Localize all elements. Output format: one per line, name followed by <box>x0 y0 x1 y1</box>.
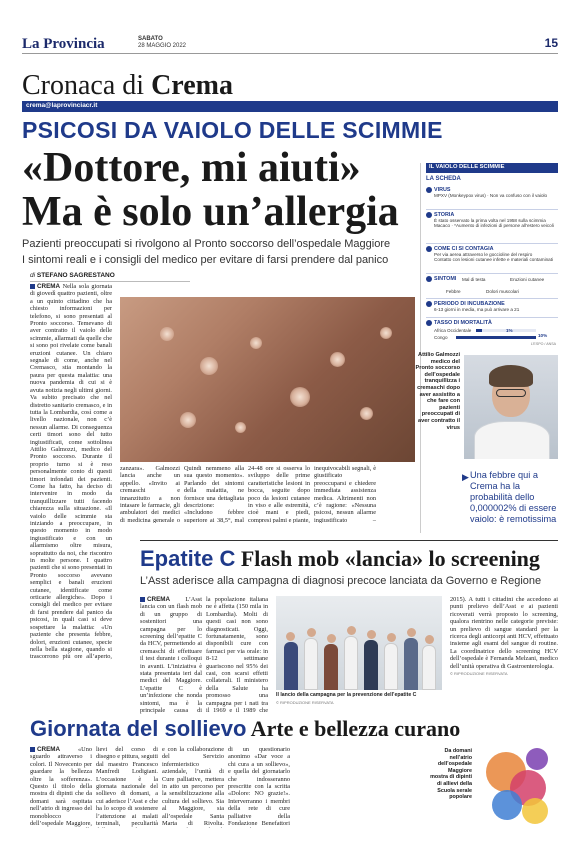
infobox-scheda: LA SCHEDA <box>426 176 461 182</box>
masthead <box>22 36 558 54</box>
sollievo-caption: Da domani nell’atrio dell’ospedale Maggiore mostra di dipinti di allievi della Scuola serale popolare <box>430 748 472 801</box>
lead-square-icon <box>30 284 35 289</box>
info-incubazione <box>426 301 558 312</box>
lesion-spot <box>235 422 246 433</box>
issue-date: 28 MAGGIO 2022 <box>138 43 187 49</box>
sollievo-title: Arte e bellezza curano <box>246 716 461 741</box>
info-mortalita-heading: TASSO DI MORTALITÀ <box>434 320 492 326</box>
byline <box>30 272 190 282</box>
info-virus <box>426 187 558 198</box>
epatite-title: Flash mob «lancia» lo screening <box>235 546 540 571</box>
epatite-headline <box>140 546 558 572</box>
person <box>324 644 338 690</box>
epatite-rule <box>140 540 558 541</box>
person <box>384 643 398 690</box>
info-contagio-heading: COME CI SI CONTAGIA <box>434 246 494 252</box>
byline-name: STEFANO SAGRESTANO <box>36 272 115 279</box>
infobox-title: IL VAIOLO DELLE SCIMMIE <box>429 164 505 170</box>
info-contagio <box>426 246 558 263</box>
info-divider <box>426 298 558 299</box>
lesion-spot <box>360 407 373 420</box>
info-contagio-text-1: Per via aerea attraverso le goccioline del respiro <box>434 252 533 257</box>
article-column-4: 24-48 ore si osserva lo sviluppo delle prime caratteristiche lesioni in bocca, seguite dopo poco da lesioni cutanee in viso e alle estremità, cioè mani e piedi, compresi palmi e piante, <box>248 465 310 523</box>
quote-arrow-icon: ▶ <box>462 472 469 482</box>
paint-blob <box>492 790 522 820</box>
article-column-1 <box>30 283 112 660</box>
sollievo-column-4: di un questionario anonimo «Dar voce a chi cura a un sollievo», e quella del giornatarlo che indosseranno prescritte con la scritta «Dolore: NO grazie!». Interverranno i membri della rete di cure palliative della Fondazione Benefattori <box>228 746 290 828</box>
column-divider <box>420 163 421 533</box>
section-title-light: Cronaca di <box>22 70 152 101</box>
epatite-subhead: L’Asst aderisce alla campagna di diagnosi precoce lanciata da Governo e Regione <box>140 575 542 587</box>
person <box>344 636 358 690</box>
mortality-africa-label: Africa Occidentale <box>434 328 472 333</box>
infobox-title-bar <box>426 163 558 173</box>
info-virus-heading: VIRUS <box>434 187 451 193</box>
pull-quote: Una febbre qui a Crema ha la probabilità dello 0,000002% di essere vaiolo: è remotissima <box>470 470 557 524</box>
epatite-credit: © RIPRODUZIONE RISERVATA <box>450 671 508 677</box>
mortality-congo-bar <box>456 336 536 339</box>
sollievo-column-2: lievi del corso di disegno e pittura, seguiti dal maestro Francesco Manfredi Lodigiani. L’occasione è la giornata nazionale del sollievo di domani, a cui aderisce l’Asst e che ha lo scopo di sostenere l’attenzione ai malati terminali, peculiarità <box>96 746 158 828</box>
epatite-column-1 <box>140 596 202 714</box>
main-subhead-line1: Pazienti preoccupati si rivolgono al Pronto soccorso dell’ospedale Maggiore <box>22 238 391 250</box>
mortality-congo-label: Congo <box>434 335 448 340</box>
main-headline-line2: Ma è solo un’allergia <box>22 189 399 235</box>
skin-lesion-photo <box>120 297 415 462</box>
info-sintomi-heading: SINTOMI <box>434 276 457 282</box>
mortality-congo-value: 10% <box>538 333 548 338</box>
info-storia <box>426 212 558 229</box>
person-head <box>347 626 356 635</box>
article-lead: CREMA <box>37 283 61 290</box>
person-head <box>387 633 396 642</box>
person <box>284 642 298 690</box>
sollievo-kicker: Giornata del sollievo <box>30 716 247 741</box>
sollievo-col1-text: «Uno sguardo attraverso i colori. Il Novecento per guardare la bellezza oltre la sofferenza». Questo il titolo della mostra di dipinti che da domani sarà ospitata nell’atrio di ingresso del monoblocco dell’ospedale Maggiore, <box>30 746 92 828</box>
symptom-fever: Febbre <box>446 289 461 294</box>
info-mortalita <box>426 320 558 353</box>
person-head <box>425 635 434 644</box>
virus-icon <box>426 187 432 193</box>
epatite-col1-text: L’Asst lancia con un flash mob di un gruppo di sostenitori una campagna per lo screening dell’epatite C da HCV, permettendo ai cremaschi di effettuare il test durante i colloqui in avanti. L’iniziativa è stata presentata ieri dal medici del Maggiore. L’epatite C è un’infezione che nonda sintomi, ma è la principale causa di <box>140 596 202 714</box>
person-head <box>407 628 416 637</box>
mortality-africa-value: 1% <box>506 328 513 333</box>
lesion-spot <box>290 387 310 407</box>
article-column-5 <box>314 465 376 523</box>
info-storia-text: È stato osservato la prima volta nel 1958 sulla scimmia Macaco · *Aumento di infezioni di persone all’estero veicoli <box>434 218 554 229</box>
lesion-spot <box>200 357 218 375</box>
doctor-caption: Attilio Galmozzi medico del Pronto soccorso dell’ospedale tranquillizza i cremaschi dopo aver assistito a che fare con pazienti preoccupati di aver contratto il virus <box>415 352 460 431</box>
info-divider <box>426 243 558 244</box>
person <box>404 638 418 690</box>
lesion-spot <box>250 337 262 349</box>
person-head <box>307 628 316 637</box>
info-divider <box>426 209 558 210</box>
doctor-glasses-icon <box>496 389 526 397</box>
article-col5-text: inequivocabili segnali, è giustificato preoccuparsi e chiedere immediata assistenza medica. Altrimenti non c’è ragione: «Nessuna psicosi, nessun allarme ingiustificato – <box>314 465 376 523</box>
epatite-col3-text: 2015). A tutti i cittadini che accedono ai punti prelievo dell’Asst e ai pazienti ricoverati verrà proposto lo screening, qualora rientrino nelle categorie previste: un prelievo di sangue standard per la ricerca degli anticorpi anti HCV, effettuato insieme agli esami del sangue di routine. La coordinatrice dello screening HCV dell’ospedale è Fernanda Melzani, medico dell’unità operativa di Gastroenterologia. <box>450 596 558 670</box>
symptoms-icon <box>426 276 432 282</box>
paper-name: La Provincia <box>22 36 105 52</box>
infobox <box>426 163 558 353</box>
info-contagio-text-2: Contatto con lesioni cutanee infette e materiali contaminati <box>434 257 553 263</box>
lesion-spot <box>330 352 345 367</box>
info-incubazione-heading: PERIODO DI INCUBAZIONE <box>434 301 505 307</box>
info-storia-heading: STORIA <box>434 212 455 218</box>
article-column-2: zanzara». Galmozzi lancia anche un appello. «Invito ai cremaschi e innanzitutto a non intasare le farmacie, gli ambulatori dei medici di medicina generale o <box>120 465 180 523</box>
info-divider <box>426 317 558 318</box>
infobox-source: L’ESPO / ANSA <box>530 342 556 346</box>
person <box>304 638 318 690</box>
person-head <box>367 630 376 639</box>
mortality-africa-bar <box>476 329 482 332</box>
doctor-portrait <box>464 355 558 459</box>
clock-icon <box>426 301 432 307</box>
sollievo-painting <box>478 742 558 832</box>
paint-blob <box>526 748 548 770</box>
info-virus-text: MPXV (Monkeypox virus) · Non va confuso con il vaiolo <box>434 193 548 198</box>
sollievo-column-1 <box>30 746 92 828</box>
section-title-bold: Crema <box>151 70 233 101</box>
byline-prefix: di <box>30 272 37 279</box>
symptom-muscle-pain: Dolori muscolari <box>486 289 519 294</box>
epatite-lead: CREMA <box>147 596 171 603</box>
epatite-column-2: la popolazione italiana ne è affetta (150 mila in Lombardia). Molti di questi casi non sono diagnosticati. Oggi, fortunatamente, sono disponibili cure con farmaci per via orale: in 8-12 settimane guariscono nel 95% dei casi, con scarsi effetti collaterali. Il ministero della Salute ha promosso una campagna per i nati tra il 1969 e il 1989 che <box>206 596 268 714</box>
doctor-hair <box>489 365 533 387</box>
person-head <box>327 634 336 643</box>
lead-square-icon <box>140 597 145 602</box>
person <box>422 645 436 690</box>
doctor-body <box>474 421 550 459</box>
info-sintomi <box>426 276 558 296</box>
sollievo-column-3: e con la collaborazione del Servizio infermieristico aziendale, l’unità di Cure palliative, mettera in atto un percorso per la sensibilizzazione alla cultura del sollievo. Sia al Maggiore, sia all’ospedale Santa Marta di Rivolta. <box>162 746 224 828</box>
lead-square-icon <box>30 747 35 752</box>
info-divider <box>426 273 558 274</box>
epatite-group-photo <box>276 596 442 690</box>
lesion-spot <box>180 412 196 428</box>
epatite-column-3 <box>450 596 558 714</box>
history-icon <box>426 212 432 218</box>
mortality-icon <box>426 320 432 326</box>
contagion-icon <box>426 246 432 252</box>
section-bar <box>22 101 558 112</box>
person-head <box>286 632 295 641</box>
info-incubazione-text: 6-13 giorni in media, ma può arrivare a 21 <box>434 307 520 312</box>
symptom-rash: Eruzioni cutanee <box>510 277 545 282</box>
sollievo-lead: CREMA <box>37 746 61 753</box>
epatite-photo-caption: Il lancio della campagna per la prevenzione dell’epatite C <box>276 692 417 698</box>
section-title <box>22 70 233 102</box>
epatite-photo-credit: © RIPRODUZIONE RISERVATA <box>276 700 334 705</box>
symptom-headache: Mal di testa <box>462 277 486 282</box>
person <box>364 640 378 690</box>
epatite-kicker: Epatite C <box>140 546 236 571</box>
article-column-3: Quindi nemmeno alla sua questo momento». Parlando dei sintomi della malattia, ne fornisce una dettagliata descrizione: «Includono febbre superiore ai 38,5°, mal <box>184 465 244 523</box>
lesion-spot <box>380 327 392 339</box>
main-subhead-line2: I sintomi reali e i consigli del medico per evitare di farsi prendere dal panico <box>22 254 389 266</box>
lesion-spot <box>160 327 174 341</box>
article-col1-text: Nella sola giornata di giovedì quattro pazienti, oltre a un quinto cittadino che ha chiesto informazioni per telefono, si sono presentati al Pronto soccorso. Temevano di aver contratto il vaiolo delle scimmie, allarmati da quelle che si sono poi rivelate come banali eruzioni cutanee. Un chiaro segnale di come, anche nel Cremasco, stia montando la paura per questa malattia: una nuova pandemia di cui si è avuta notizia negli ultimi giorni. Va subito precisato che nel distretto sanitario cremasco, e in tutta la Lombardia, così come a livello nazionale, non c’è nessun allarme. Di conseguenza certi timori sono del tutto ingiustificati, come sottolinea Attilio Galmozzi, medico del Pronto soccorso. Durante il proprio turno si è reso personalmente conto di questi timori infondati dei pazienti. Come ha fatto, ha deciso di intervenire in modo da tranquillizzare tutti facendo chiarezza sulla situazione. «Il vaiolo delle scimmie sta iniziando a preoccupare, in questo momento in modo ingiustificato e con un allarmismo oltre misura, soprattutto da noi, che riscontro in molte persone. I quattro pazienti che si sono presentati in Pronto soccorso avevano semplici e banali eruzioni cutanee, identificate come orticarie allergiche». Dopo i consigli del medico per evitare di farsi prendere dal panico da psicosi, in quali casi si deve sospettare la malattia: «Un paziente che presenta febbre, dolori, eruzioni cutanee, specie nella bella stagione, quando si trascorrono più ore all’aperto, <box>30 283 112 660</box>
main-headline-line1: «Dottore, mi aiuti» <box>22 145 361 191</box>
sollievo-headline <box>30 716 461 742</box>
page-number: 15 <box>544 36 558 50</box>
main-kicker: PSICOSI DA VAIOLO DELLE SCIMMIE <box>22 117 443 143</box>
section-email[interactable]: crema@laprovinciacr.it <box>26 102 98 109</box>
paint-blob <box>522 798 548 824</box>
issue-day: SABATO <box>138 36 163 42</box>
